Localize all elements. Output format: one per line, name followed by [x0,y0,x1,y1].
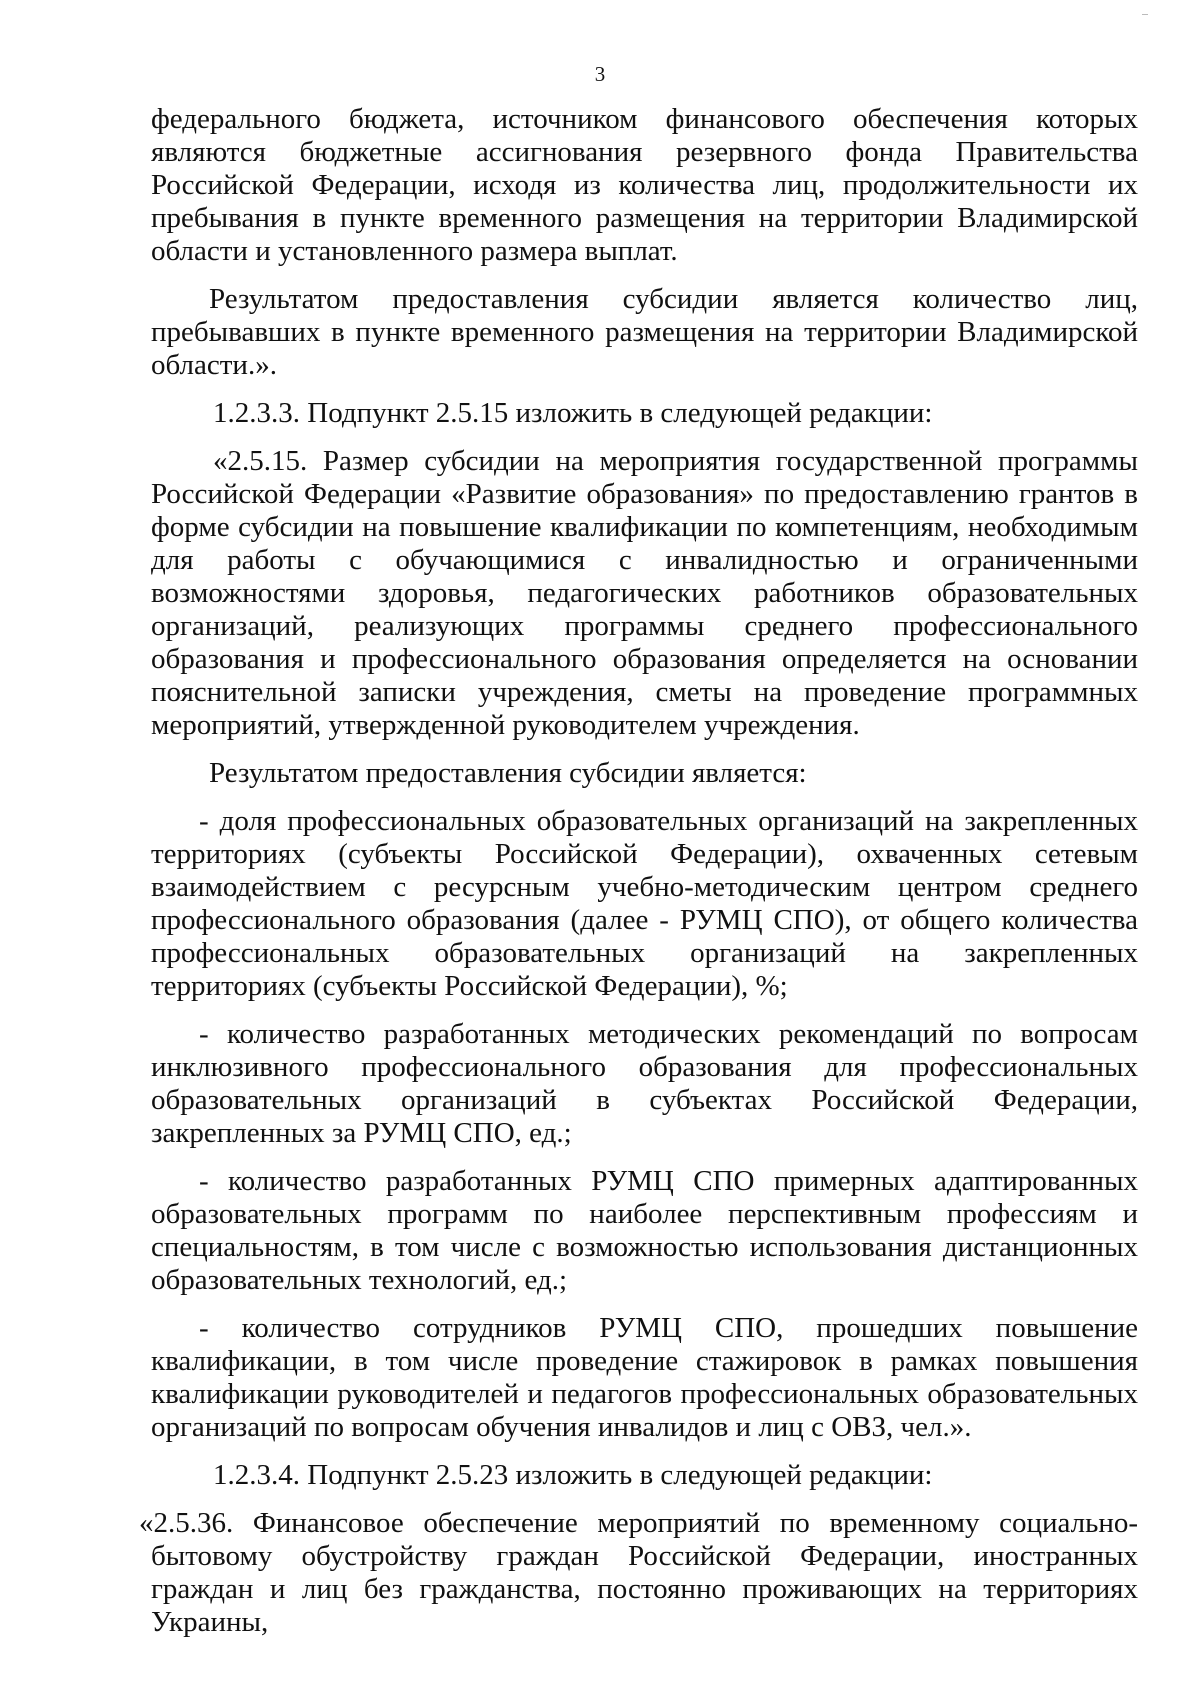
document-body [139,103,1138,1654]
clause-1-2-3-4: 1.2.3.4. Подпункт 2.5.23 изложить в следующей редакции: [213,1459,933,1491]
scan-mark [1142,14,1148,15]
list-item: - количество разработанных методических рекомендаций по вопросам инклюзивного профессионального образования для профессиональных образовательных организаций в субъектах Российской Федерации, закрепленных за РУМЦ СПО, ед.; [151,1018,1138,1149]
paragraph-result-intro: Результатом предоставления субсидии является: [209,757,807,789]
list-item: - доля профессиональных образовательных организаций на закрепленных территориях (субъекты Российской Федерации), охваченных сетевым взаимодействием с ресурсным учебно-методическим центром среднего профессионального образования (далее - РУМЦ СПО), от общего количества профессиональных образовательных организаций на закрепленных территориях (субъекты Российской Федерации), %; [151,805,1138,1002]
page-number: 3 [594,62,606,86]
clause-1-2-3-3: 1.2.3.3. Подпункт 2.5.15 изложить в следующей редакции: [213,397,933,429]
paragraph-result-statement: Результатом предоставления субсидии является количество лиц, пребывавших в пункте временного размещения на территории Владимирской области.». [151,283,1138,381]
list-item: - количество сотрудников РУМЦ СПО, прошедших повышение квалификации, в том числе проведение стажировок в рамках повышения квалификации руководителей и педагогов профессиональных образовательных организаций по вопросам обучения инвалидов и лиц с ОВЗ, чел.». [151,1312,1138,1443]
paragraph-2-5-36: «2.5.36. Финансовое обеспечение мероприятий по временному социально-бытовому обустройству граждан Российской Федерации, иностранных граждан и лиц без гражданства, постоянно проживающих на территориях Украины, [139,1507,1138,1638]
paragraph-continuation: федерального бюджета, источником финансового обеспечения которых являются бюджетные ассигнования резервного фонда Правительства Российской Федерации, исходя из количества лиц, продолжительности их пребывания в пункте временного размещения на территории Владимирской области и установленного размера выплат. [151,103,1138,267]
list-item: - количество разработанных РУМЦ СПО примерных адаптированных образовательных программ по наиболее перспективным профессиям и специальностям, в том числе с возможностью использования дистанционных образовательных технологий, ед.; [151,1165,1138,1296]
paragraph-2-5-15: «2.5.15. Размер субсидии на мероприятия государственной программы Российской Федерации «Развитие образования» по предоставлению грантов в форме субсидии на повышение квалификации по компетенциям, необходимым для работы с обучающимися с инвалидностью и ограниченными возможностями здоровья, педагогических работников образовательных организаций, реализующих программы среднего профессионального образования и профессионального образования определяется на основании пояснительной записки учреждения, сметы на проведение программных мероприятий, утвержденной руководителем учреждения. [151,445,1138,741]
